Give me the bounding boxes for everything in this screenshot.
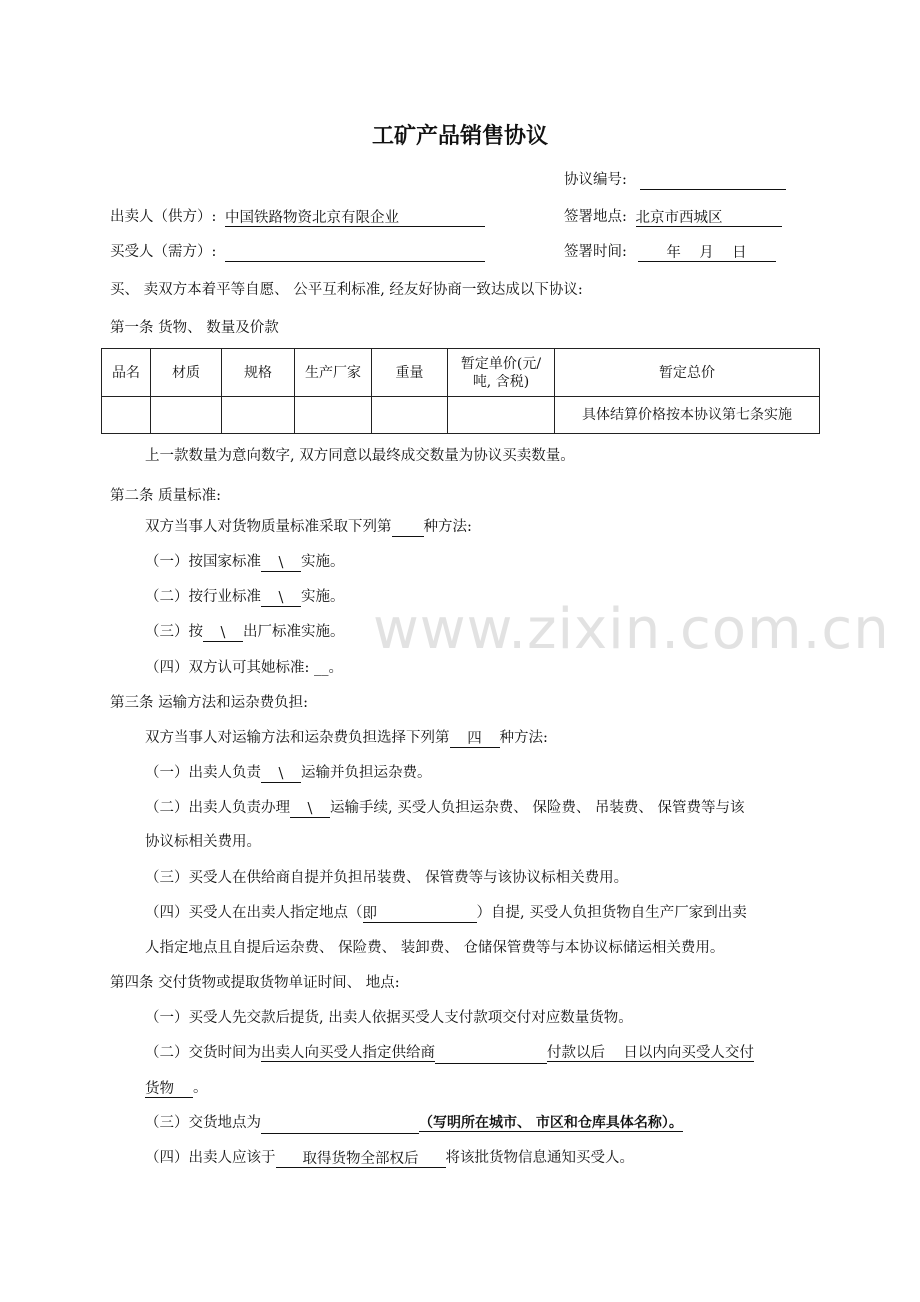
article-4-heading: 第四条 交付货物或提取货物单证时间、 地点:: [110, 975, 400, 991]
blank: \: [261, 553, 301, 572]
col-header-spec: 规格: [222, 349, 295, 397]
table-row: [102, 397, 820, 434]
article-3-item-2: （二）出卖人负责办理 \ 运输手续, 买受人负担运杂费、 保险费、 吊装费、 保管费等与该: [145, 800, 745, 817]
article-3-heading: 第三条 运输方法和运杂费负担:: [110, 695, 308, 711]
table-header-row: [102, 349, 820, 397]
table-cell: [222, 397, 295, 434]
article-1-note: 上一款数量为意向数字, 双方同意以最终成交数量为协议买卖数量。: [145, 448, 575, 464]
article-4-item-3: （三）交货地点为 （写明所在城市、 市区和仓库具体名称）。: [145, 1113, 683, 1134]
table-cell: [295, 397, 372, 434]
article-2-intro: 双方当事人对货物质量标准采取下列第 种方法:: [145, 519, 472, 535]
article-3-item-4: （四）买受人在出卖人指定地点（即 ）自提, 买受人负担货物自生产厂家到出卖: [145, 905, 747, 922]
table-cell-total-note: 具体结算价格按本协议第七条实施: [555, 397, 820, 434]
seller-value: 中国铁路物资北京有限企业: [225, 208, 485, 227]
seller-label: 出卖人（供方）:: [110, 209, 217, 225]
article-2-item-1: （一）按国家标准 \ 实施。: [145, 554, 345, 571]
blank: 取得货物全部权后: [276, 1149, 446, 1168]
blank: \: [261, 588, 301, 607]
article-2-item-3: （三）按 \ 出厂标准实施。: [145, 624, 345, 641]
article-1-heading: 第一条 货物、 数量及价款: [110, 320, 279, 336]
contract-no-label: 协议编号:: [564, 172, 627, 188]
blank: [435, 1045, 547, 1064]
watermark: www.zixin.com.cn: [373, 597, 890, 662]
sign-time-label: 签署时间:: [564, 244, 627, 260]
method-choice-blank: [392, 518, 424, 537]
blank: 四: [450, 729, 500, 748]
blank: \: [290, 799, 330, 818]
contract-no-line: [564, 170, 786, 190]
article-4-item-2-cont: 货物 。: [145, 1080, 208, 1097]
table-cell: [448, 397, 555, 434]
article-4-item-1: （一）买受人先交款后提货, 出卖人依据买受人支付款项交付对应数量货物。: [145, 1010, 633, 1026]
article-2-heading: 第二条 质量标准:: [110, 488, 221, 504]
article-4-item-4: （四）出卖人应该于 取得货物全部权后 将该批货物信息通知买受人。: [145, 1150, 634, 1167]
contract-no-blank: [640, 171, 786, 190]
col-header-unit-price: 暂定单价(元/吨, 含税): [448, 349, 555, 397]
article-2-item-4: （四）双方认可其她标准: __。: [145, 660, 343, 676]
sign-time-value: 年 月 日: [638, 243, 776, 262]
article-3-item-3: （三）买受人在供给商自提并负担吊装费、 保管费等与该协议标相关费用。: [145, 870, 629, 886]
article-3-item-4-cont: 人指定地点且自提后运杂费、 保险费、 装卸费、 仓储保管费等与本协议标储运相关费用。: [145, 940, 725, 956]
buyer-blank: [225, 243, 485, 262]
col-header-material: 材质: [151, 349, 222, 397]
delivery-place-blank: [261, 1115, 419, 1134]
intro-paragraph: 买、 卖双方本着平等自愿、 公平互利标准, 经友好协商一致达成以下协议:: [110, 282, 583, 298]
col-header-manufacturer: 生产厂家: [295, 349, 372, 397]
article-4-item-2: （二）交货时间为出卖人向买受人指定供给商 付款以后 日以内向买受人交付: [145, 1043, 754, 1064]
sign-time-line: [564, 242, 776, 262]
sign-place-value: 北京市西城区: [636, 208, 782, 227]
delivery-place-note: （写明所在城市、 市区和仓库具体名称）。: [419, 1115, 683, 1131]
col-header-total-price: 暂定总价: [555, 349, 820, 397]
blank: 货物: [145, 1079, 193, 1098]
document-title: 工矿产品销售协议: [371, 124, 548, 149]
sign-place-label: 签署地点:: [564, 209, 627, 225]
buyer-line: [110, 242, 485, 262]
table-cell: [151, 397, 222, 434]
buyer-label: 买受人（需方）:: [110, 244, 217, 260]
sign-place-line: [564, 207, 782, 227]
article-2-item-2: （二）按行业标准 \ 实施。: [145, 589, 345, 606]
blank: 即: [363, 904, 477, 923]
article-3-item-1: （一）出卖人负责 \ 运输并负担运杂费。: [145, 765, 432, 782]
table-cell: [102, 397, 151, 434]
seller-line: [110, 207, 485, 227]
delivery-time-u1: 出卖人向买受人指定供给商: [261, 1045, 435, 1061]
article-3-item-2-cont: 协议标相关费用。: [145, 834, 261, 850]
col-header-weight: 重量: [372, 349, 448, 397]
goods-table: [101, 348, 820, 434]
table-cell: [372, 397, 448, 434]
blank: \: [203, 623, 243, 642]
col-header-name: 品名: [102, 349, 151, 397]
blank: \: [261, 764, 301, 783]
delivery-time-u2: 付款以后 日以内向买受人交付: [547, 1045, 754, 1061]
article-3-intro: 双方当事人对运输方法和运杂费负担选择下列第 四 种方法:: [145, 730, 548, 747]
